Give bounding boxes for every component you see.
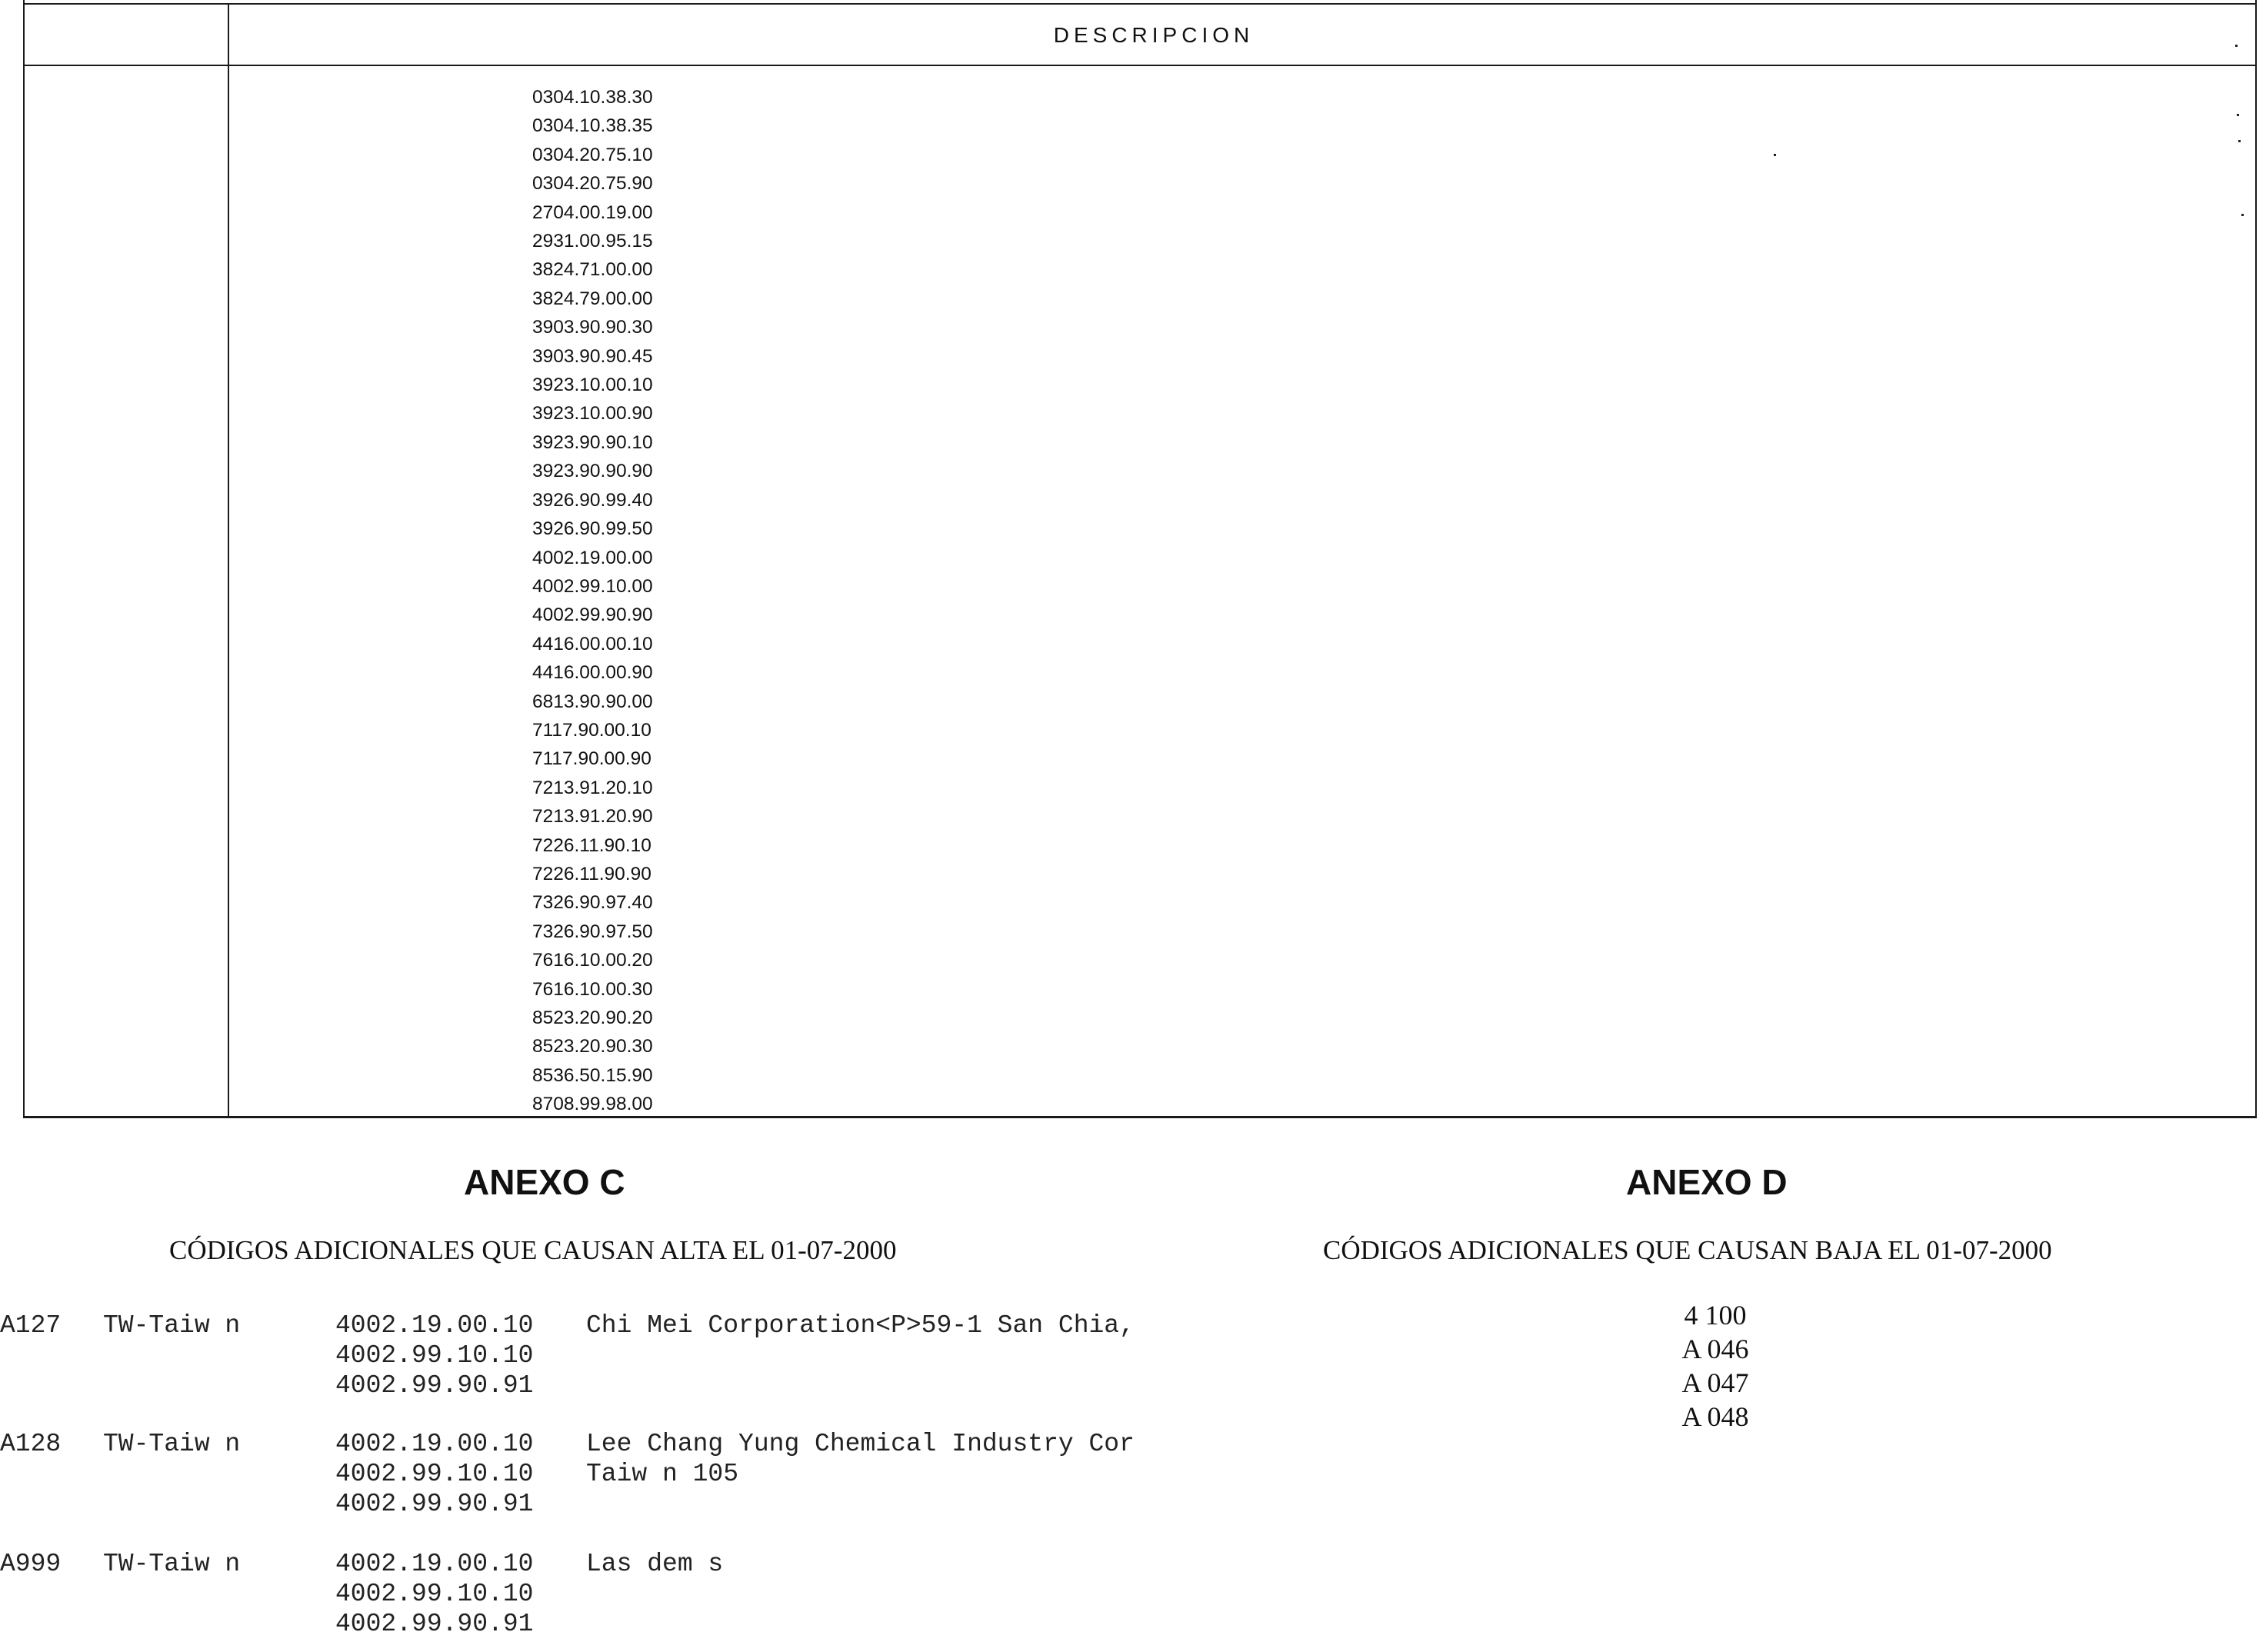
annex-d-code: A 047 — [1681, 1367, 1749, 1398]
tariff-code: 2931.00.95.15 — [532, 231, 653, 252]
entry-company-line: Chi Mei Corporation<P>59-1 San Chia, — [586, 1311, 1135, 1340]
entry-tariff-code: 4002.99.90.91 — [335, 1610, 534, 1638]
tariff-code: 0304.10.38.30 — [532, 87, 653, 108]
tariff-code: 6813.90.90.00 — [532, 691, 653, 712]
tariff-code: 3923.90.90.10 — [532, 431, 653, 453]
scan-speck — [2237, 114, 2239, 116]
entry-tariff-code: 4002.19.00.10 — [335, 1311, 534, 1340]
annex-d-code-list — [1600, 1298, 1831, 1434]
tariff-code: 8708.99.98.00 — [532, 1094, 653, 1115]
entry-company — [586, 1311, 1135, 1341]
entry-company-line: Las dem s — [586, 1550, 724, 1578]
scan-speck — [2235, 45, 2238, 47]
tariff-code: 7616.10.00.20 — [532, 950, 653, 971]
scan-speck — [2238, 140, 2241, 142]
annex-c-subtitle: CÓDIGOS ADICIONALES QUE CAUSAN ALTA EL 01-07-2000 — [169, 1235, 897, 1265]
tariff-code: 7213.91.20.90 — [532, 806, 653, 828]
tariff-code: 8523.20.90.30 — [532, 1036, 653, 1057]
tariff-code: 3926.90.99.50 — [532, 518, 653, 540]
tariff-code: 7226.11.90.10 — [532, 834, 651, 856]
tariff-code: 3903.90.90.30 — [532, 317, 653, 338]
description-table — [23, 0, 2257, 1118]
entry-company — [586, 1429, 1135, 1489]
scan-speck — [2241, 214, 2244, 216]
tariff-code: 8523.20.90.20 — [532, 1008, 653, 1028]
annex-d-code: A 048 — [1681, 1401, 1749, 1432]
entry-code: A999 — [0, 1550, 62, 1578]
entry-tariff-code: 4002.99.10.10 — [335, 1341, 534, 1370]
tariff-code: 7213.91.20.10 — [532, 777, 653, 798]
scan-speck — [1774, 154, 1776, 156]
entry-tariff-code: 4002.99.10.10 — [335, 1580, 534, 1608]
entry-tariff-code: 4002.19.00.10 — [335, 1430, 534, 1458]
annex-d-code: A 046 — [1681, 1334, 1749, 1364]
entry-tariff-codes — [335, 1429, 533, 1519]
annex-d-code: 4 100 — [1684, 1300, 1747, 1331]
entry-company-line: Taiw n 105 — [586, 1460, 739, 1488]
tariff-code: 4002.19.00.00 — [532, 547, 653, 568]
tariff-code: 0304.10.38.35 — [532, 115, 653, 137]
entry-code: A128 — [0, 1430, 62, 1458]
entry-company — [586, 1549, 723, 1579]
tariff-code: 7226.11.90.90 — [532, 863, 651, 884]
table-header-divider — [25, 65, 2255, 66]
tariff-code: 7117.90.00.90 — [532, 748, 651, 770]
tariff-code: 3824.79.00.00 — [532, 288, 653, 309]
entry-company-line: Lee Chang Yung Chemical Industry Cor — [586, 1430, 1135, 1458]
entry-country: TW-Taiw n — [103, 1430, 241, 1458]
tariff-code: 3903.90.90.45 — [532, 345, 653, 367]
tariff-code-list — [532, 83, 653, 1119]
tariff-code: 7326.90.97.50 — [532, 921, 653, 942]
tariff-code: 4002.99.10.00 — [532, 575, 653, 597]
tariff-code: 8536.50.15.90 — [532, 1064, 653, 1086]
tariff-code: 2704.00.19.00 — [532, 202, 653, 223]
annex-d-subtitle: CÓDIGOS ADICIONALES QUE CAUSAN BAJA EL 01-07-2000 — [1323, 1235, 2052, 1265]
tariff-code: 3923.10.00.10 — [532, 375, 653, 396]
entry-code: A127 — [0, 1311, 62, 1340]
table-header-descripcion: DESCRIPCION — [1053, 23, 1255, 47]
tariff-code: 7616.10.00.30 — [532, 978, 653, 1000]
entry-tariff-codes — [335, 1311, 533, 1401]
tariff-code: 3923.10.00.90 — [532, 403, 653, 425]
entry-tariff-codes — [335, 1549, 533, 1639]
tariff-code: 0304.20.75.90 — [532, 173, 653, 195]
tariff-code: 3923.90.90.90 — [532, 461, 653, 482]
entry-tariff-code: 4002.99.90.91 — [335, 1490, 534, 1518]
table-top-rule — [25, 3, 2255, 5]
entry-country: TW-Taiw n — [103, 1550, 241, 1578]
tariff-code: 7117.90.00.10 — [532, 719, 651, 741]
tariff-code: 3926.90.99.40 — [532, 489, 653, 511]
tariff-code: 4416.00.00.90 — [532, 662, 653, 684]
annex-d-title: ANEXO D — [1626, 1162, 1788, 1202]
tariff-code: 3824.71.00.00 — [532, 259, 653, 281]
table-column-divider — [228, 3, 229, 1116]
entry-country: TW-Taiw n — [103, 1311, 241, 1340]
tariff-code: 4002.99.90.90 — [532, 605, 653, 626]
tariff-code: 7326.90.97.40 — [532, 892, 653, 914]
annex-c-title: ANEXO C — [464, 1162, 625, 1202]
entry-tariff-code: 4002.99.90.91 — [335, 1371, 534, 1400]
tariff-code: 0304.20.75.10 — [532, 144, 653, 165]
entry-tariff-code: 4002.99.10.10 — [335, 1460, 534, 1488]
tariff-code: 4416.00.00.10 — [532, 633, 653, 654]
entry-tariff-code: 4002.19.00.10 — [335, 1550, 534, 1578]
